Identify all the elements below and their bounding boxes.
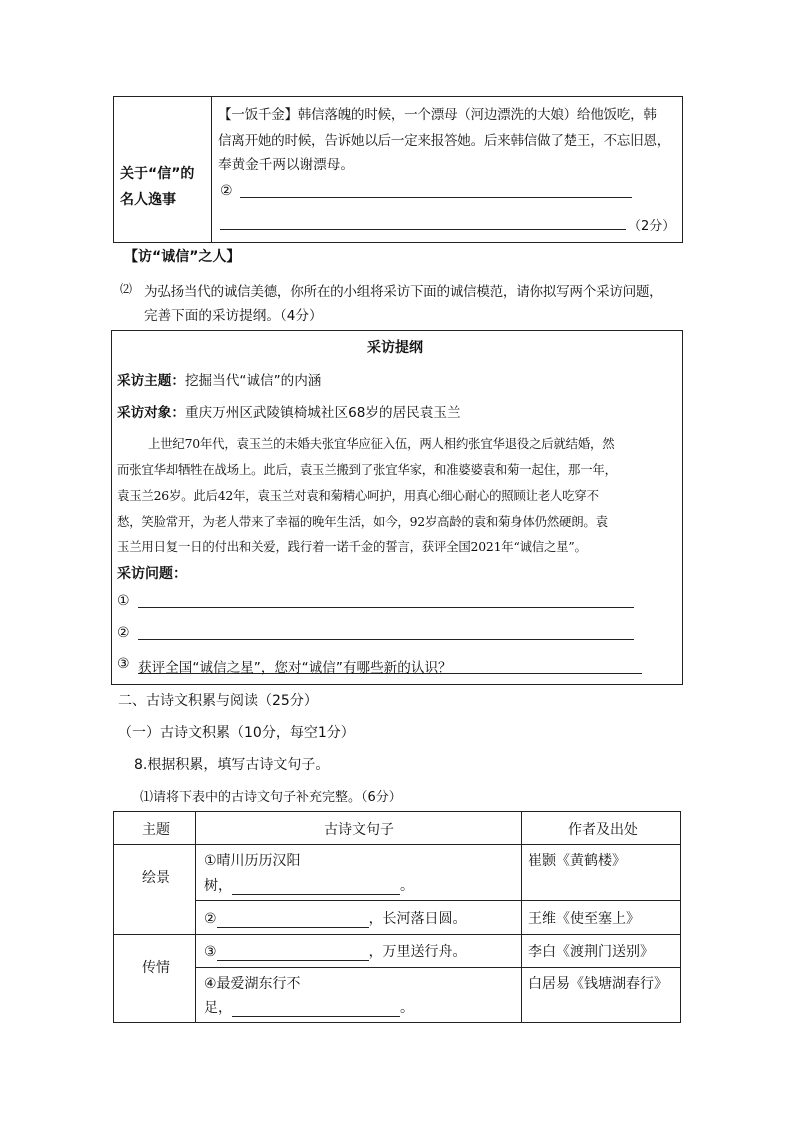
header-theme: 主题 <box>142 822 170 838</box>
poem-row-1-suffix: 。 <box>400 878 414 894</box>
theme-scenery: 绘景 <box>142 870 170 886</box>
question-2-marker: ② <box>117 625 130 641</box>
header-author-cell <box>522 812 681 845</box>
header-author: 作者及出处 <box>568 822 638 838</box>
header-theme-cell <box>114 812 196 845</box>
outline-paragraph-line5: 玉兰用日复一日的付出和关爱，践行着一诺千金的誓言，获评全国2021年“诚信之星”。 <box>117 539 587 554</box>
anecdote-label-line1: 关于“信”的 <box>120 166 195 182</box>
outline-questions-label: 采访问题： <box>117 566 187 582</box>
anecdote-story-line3: 奉黄金千两以谢漂母。 <box>218 157 354 173</box>
poem-row-2-author-cell <box>522 901 681 935</box>
poem-row-3-sentence <box>196 935 522 968</box>
anecdote-points: （2分） <box>628 219 676 234</box>
poem-row-2-prefix: ② <box>204 911 217 927</box>
poem-row-3-prefix: ③ <box>204 944 217 960</box>
visit-heading: 【访“诚信”之人】 <box>124 249 241 265</box>
poem-row-4-author: 白居易《钱塘湖春行》 <box>528 976 668 992</box>
anecdote-answer-blank-2[interactable] <box>220 215 626 230</box>
section2-sub-heading: （一）古诗文积累（10分，每空1分） <box>118 725 355 741</box>
header-sentence-cell <box>196 812 522 845</box>
poem-row-1-author-cell <box>522 845 681 901</box>
poem-row-4-sentence <box>196 968 522 1023</box>
poem-row-4-blank[interactable] <box>232 1002 400 1017</box>
visit-question-line1: 为弘扬当代的诚信美德，你所在的小组将采访下面的诚信模范，请你拟写两个采访问题， <box>144 284 663 300</box>
anecdote-story-line1: 【一饭千金】韩信落魄的时候，一个漂母（河边漂洗的大娘）给他饭吃，韩 <box>218 107 657 123</box>
outline-title: 采访提纲 <box>367 340 423 356</box>
question-2-blank[interactable] <box>138 625 634 640</box>
header-sentence: 古诗文句子 <box>324 822 394 838</box>
poem-row-4-author-cell <box>522 968 681 1023</box>
outline-subject-value: 重庆万州区武陵镇椅城社区68岁的居民袁玉兰 <box>184 405 461 421</box>
poem-row-2-suffix: ，长河落日圆。 <box>368 911 467 927</box>
theme-emotion-cell <box>114 935 196 1023</box>
poem-row-3-author: 李白《渡荆门送别》 <box>528 944 654 960</box>
poem-row-3-author-cell <box>522 935 681 968</box>
poem-table <box>113 811 681 1023</box>
question-3-marker: ③ <box>117 656 130 672</box>
question-1-blank[interactable] <box>138 593 634 608</box>
outline-theme-value: 挖掘当代“诚信”的内涵 <box>184 373 322 389</box>
section2-heading: 二、古诗文积累与阅读（25分） <box>118 693 318 709</box>
question-8: 8.根据积累，填写古诗文句子。 <box>134 757 330 773</box>
outline-paragraph-line2: 而张宜华却牺牲在战场上。此后，袁玉兰搬到了张宜华家，和准婆婆袁和菊一起住，那一年， <box>117 462 617 477</box>
outline-paragraph-line4: 愁，笑脸常开，为老人带来了幸福的晚年生活，如今，92岁高龄的袁和菊身体仍然硬朗。袁 <box>117 514 608 529</box>
poem-row-2-sentence <box>196 901 522 935</box>
outline-paragraph-line1: 上世纪70年代，袁玉兰的未婚夫张宜华应征入伍，两人相约张宜华退役之后就结婚，然 <box>148 436 615 451</box>
poem-row-4-line1: ④最爱湖东行不 <box>204 976 301 992</box>
anecdote-label-cell <box>114 97 212 242</box>
theme-scenery-cell <box>114 845 196 935</box>
anecdote-answer-blank-1[interactable] <box>240 183 632 198</box>
poem-row-1-prefix: 树， <box>204 878 232 894</box>
anecdote-story-line2: 信离开她的时候，告诉她以后一定来报答她。后来韩信做了楚王，不忘旧恩， <box>218 133 670 149</box>
interview-outline-box <box>111 330 683 685</box>
poem-row-2-author: 王维《使至塞上》 <box>528 911 640 927</box>
poem-row-1-blank[interactable] <box>232 880 400 895</box>
poem-row-1-line1: ①晴川历历汉阳 <box>204 853 301 869</box>
question-8-1: ⑴请将下表中的古诗文句子补充完整。（6分） <box>140 790 402 805</box>
question-1-marker: ① <box>117 593 130 609</box>
visit-question-number: ⑵ <box>120 282 133 296</box>
poem-row-4-prefix: 足， <box>204 1000 232 1016</box>
visit-question-line2: 完善下面的采访提纲。（4分） <box>144 308 323 324</box>
poem-row-1-sentence <box>196 845 522 901</box>
outline-subject-label: 采访对象： <box>117 405 185 421</box>
anecdote-label-line2: 名人逸事 <box>120 192 176 208</box>
anecdote-table <box>113 96 683 243</box>
outline-paragraph-line3: 袁玉兰26岁。此后42年，袁玉兰对袁和菊精心呵护，用真心细心耐心的照顾让老人吃穿不 <box>117 488 599 503</box>
poem-row-2-blank[interactable] <box>217 913 369 928</box>
anecdote-blank-marker: ② <box>220 183 233 199</box>
question-3-text: 获评全国“诚信之星”，您对“诚信”有哪些新的认识？ <box>138 656 642 674</box>
poem-row-1-author: 崔颢《黄鹤楼》 <box>528 853 626 869</box>
poem-row-4-suffix: 。 <box>400 1000 414 1016</box>
theme-emotion: 传情 <box>142 960 170 976</box>
outline-theme-label: 采访主题： <box>117 373 185 389</box>
poem-row-3-blank[interactable] <box>217 946 369 961</box>
poem-row-3-suffix: ，万里送行舟。 <box>368 944 467 960</box>
